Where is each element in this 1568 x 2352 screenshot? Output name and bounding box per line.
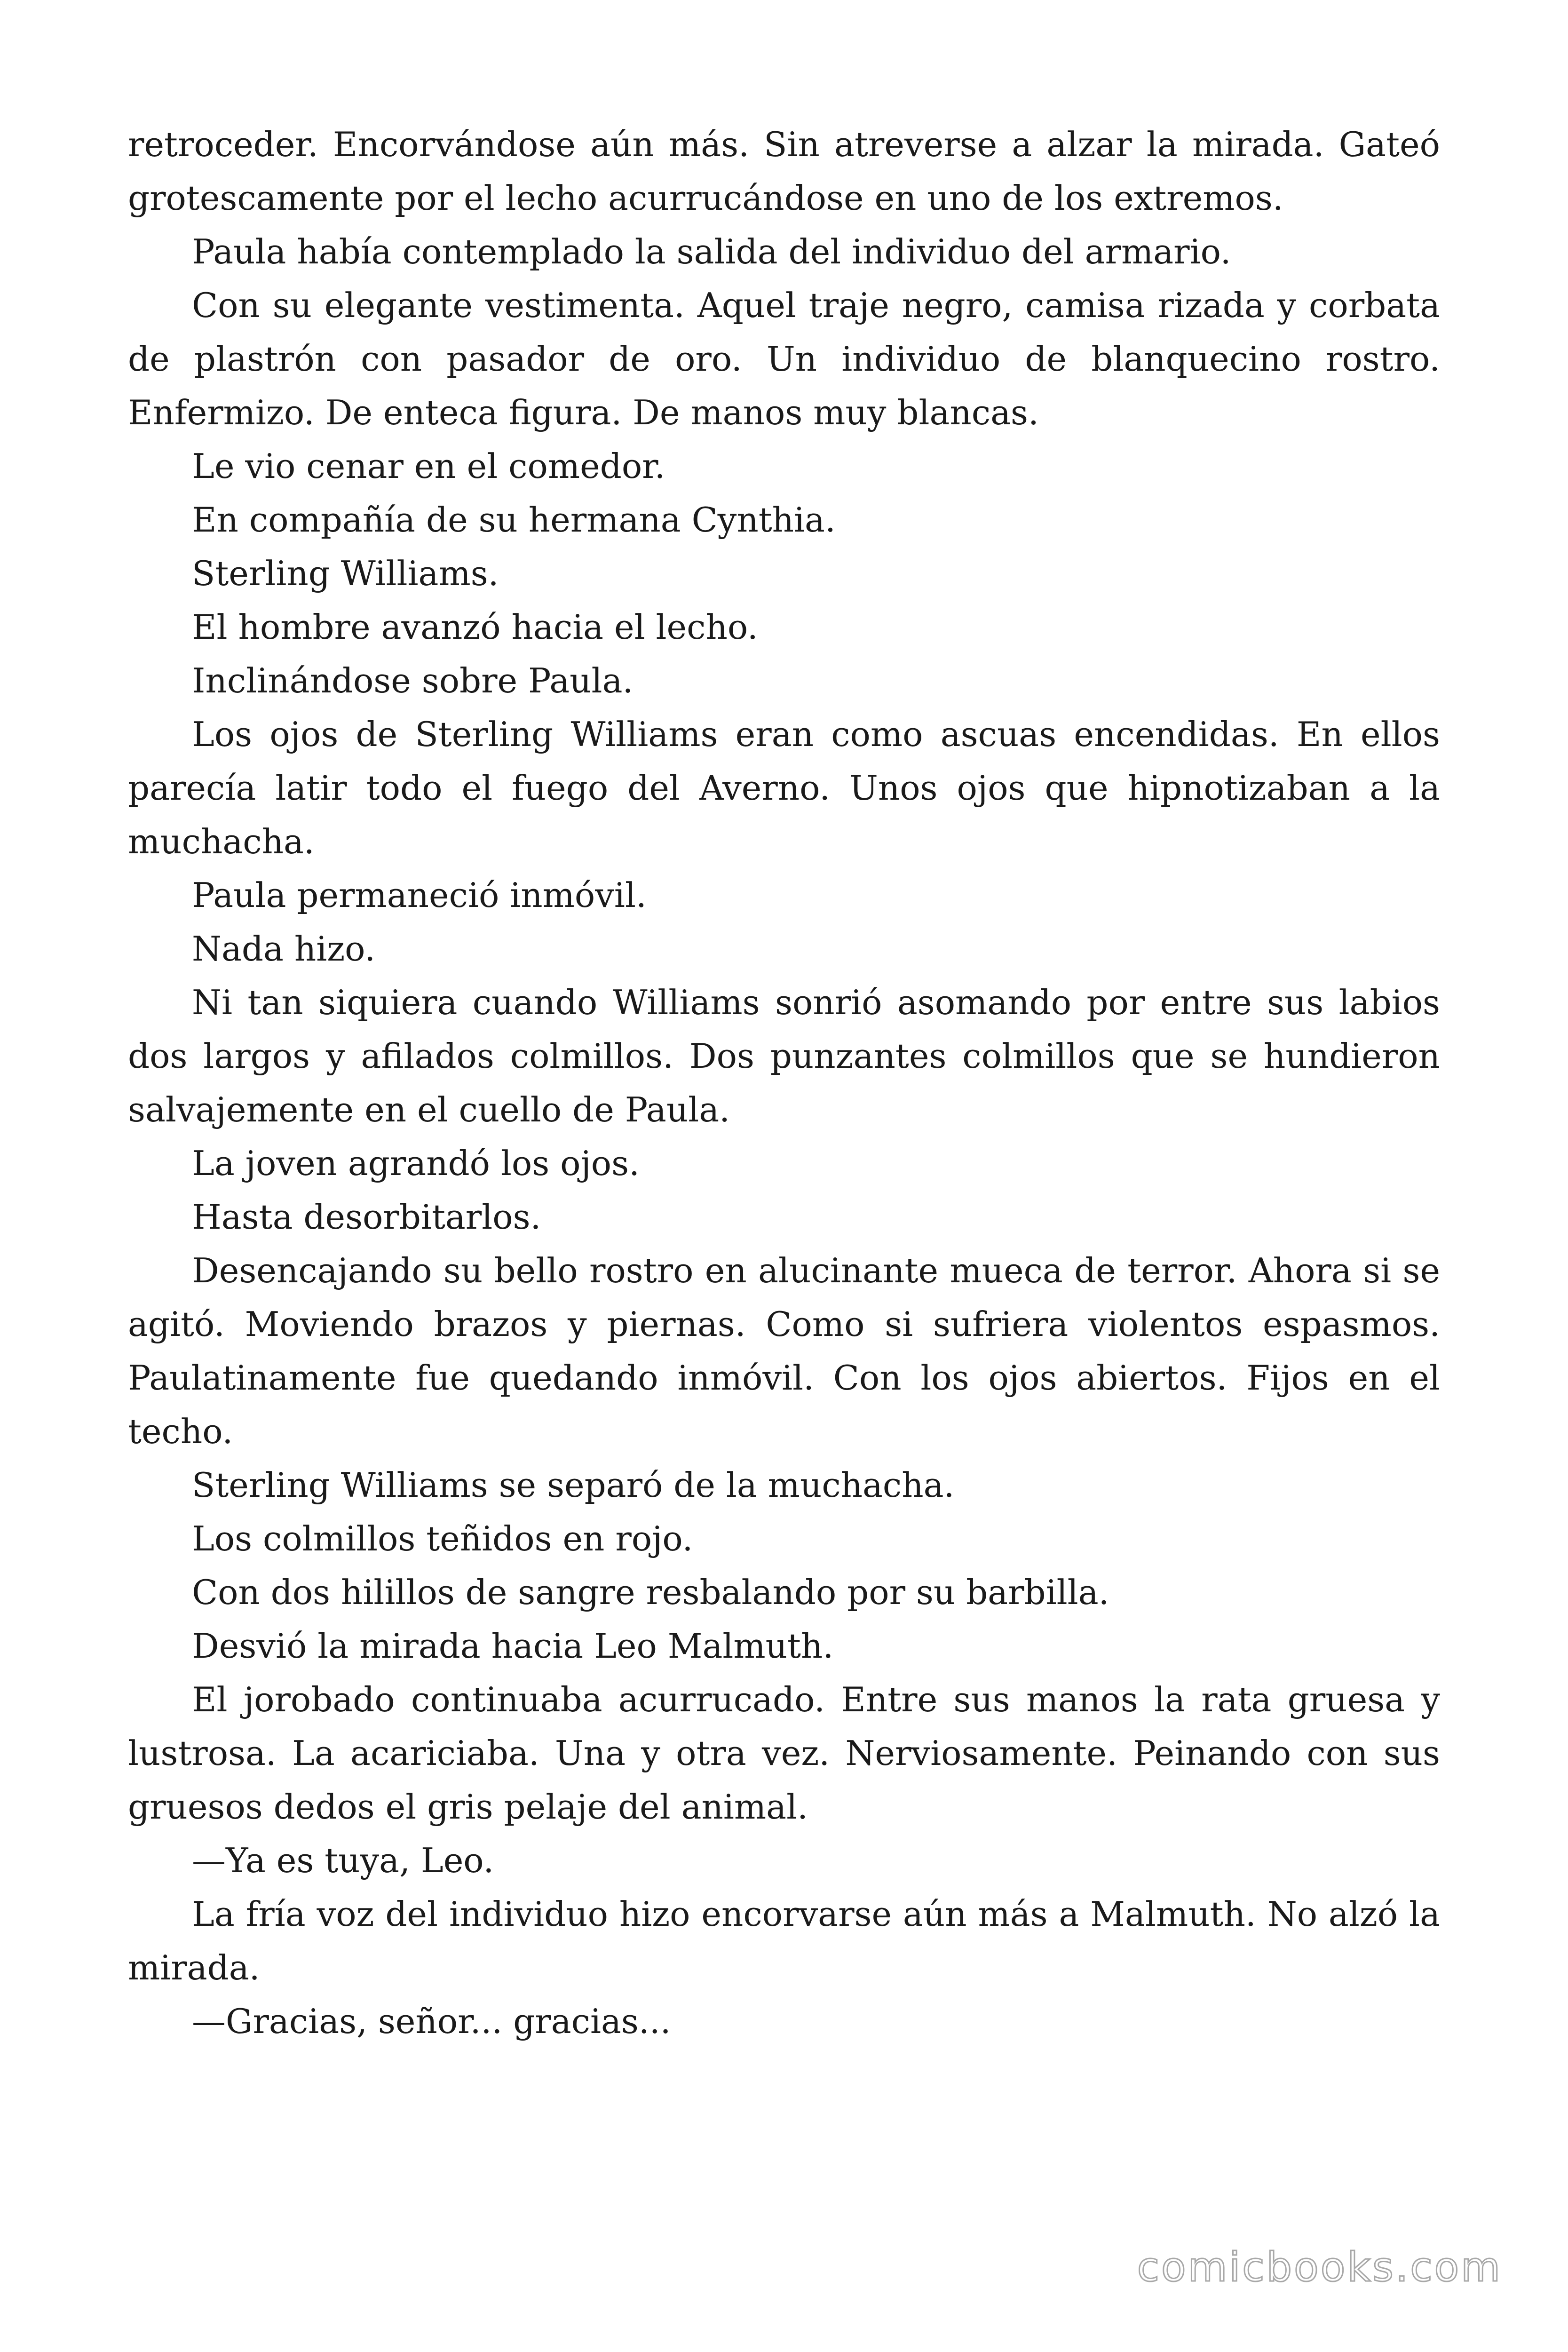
paragraph-7: El hombre avanzó hacia el lecho.: [192, 607, 758, 647]
paragraph-2: Paula había contemplado la salida del individuo del armario.: [192, 232, 1231, 271]
paragraph-22: La fría voz del individuo hizo encorvarse aún más a Malmuth. No alzó la mirada.: [128, 1894, 1440, 1987]
paragraph-18: Con dos hilillos de sangre resbalando por su barbilla.: [192, 1573, 1109, 1612]
paragraph-3: Con su elegante vestimenta. Aquel traje negro, camisa rizada y corbata de plastrón con pasador de oro. Un individuo de blanquecino rostro. Enfermizo. De enteca figura. De manos muy blancas.: [128, 286, 1440, 432]
paragraph-19: Desvió la mirada hacia Leo Malmuth.: [192, 1626, 834, 1666]
page-body: [128, 118, 1440, 2048]
paragraph-12: Ni tan siquiera cuando Williams sonrió asomando por entre sus labios dos largos y afilados colmillos. Dos punzantes colmillos que se hundieron salvajemente en el cuello de Paula.: [128, 983, 1440, 1129]
paragraph-10: Paula permaneció inmóvil.: [192, 875, 647, 915]
paragraph-11: Nada hizo.: [192, 929, 376, 969]
paragraph-13: La joven agrandó los ojos.: [192, 1144, 640, 1183]
paragraph-1: retroceder. Encorvándose aún más. Sin atreverse a alzar la mirada. Gateó grotescamente por el lecho acurrucándose en uno de los extremos.: [128, 125, 1440, 218]
paragraph-4: Le vio cenar en el comedor.: [192, 446, 665, 486]
paragraph-21: —Ya es tuya, Leo.: [192, 1841, 494, 1880]
paragraph-17: Los colmillos teñidos en rojo.: [192, 1519, 693, 1558]
paragraph-16: Sterling Williams se separó de la muchacha.: [192, 1465, 955, 1505]
paragraph-23: —Gracias, señor... gracias...: [192, 2002, 671, 2041]
paragraph-6: Sterling Williams.: [192, 554, 499, 593]
paragraph-9: Los ojos de Sterling Williams eran como ascuas encendidas. En ellos parecía latir todo el fuego del Averno. Unos ojos que hipnotizaban a la muchacha.: [128, 715, 1440, 861]
paragraph-5: En compañía de su hermana Cynthia.: [192, 500, 836, 540]
paragraph-14: Hasta desorbitarlos.: [192, 1197, 541, 1237]
paragraph-20: El jorobado continuaba acurrucado. Entre sus manos la rata gruesa y lustrosa. La acariciaba. Una y otra vez. Nerviosamente. Peinando con sus gruesos dedos el gris pelaje del animal.: [128, 1680, 1440, 1827]
watermark: comicbooks.com: [1137, 2244, 1502, 2291]
paragraph-15: Desencajando su bello rostro en alucinante mueca de terror. Ahora si se agitó. Moviendo brazos y piernas. Como si sufriera violentos espasmos. Paulatinamente fue quedando inmóvil. Con los ojos abiertos. Fijos en el techo.: [128, 1251, 1440, 1451]
paragraph-8: Inclinándose sobre Paula.: [192, 661, 634, 700]
